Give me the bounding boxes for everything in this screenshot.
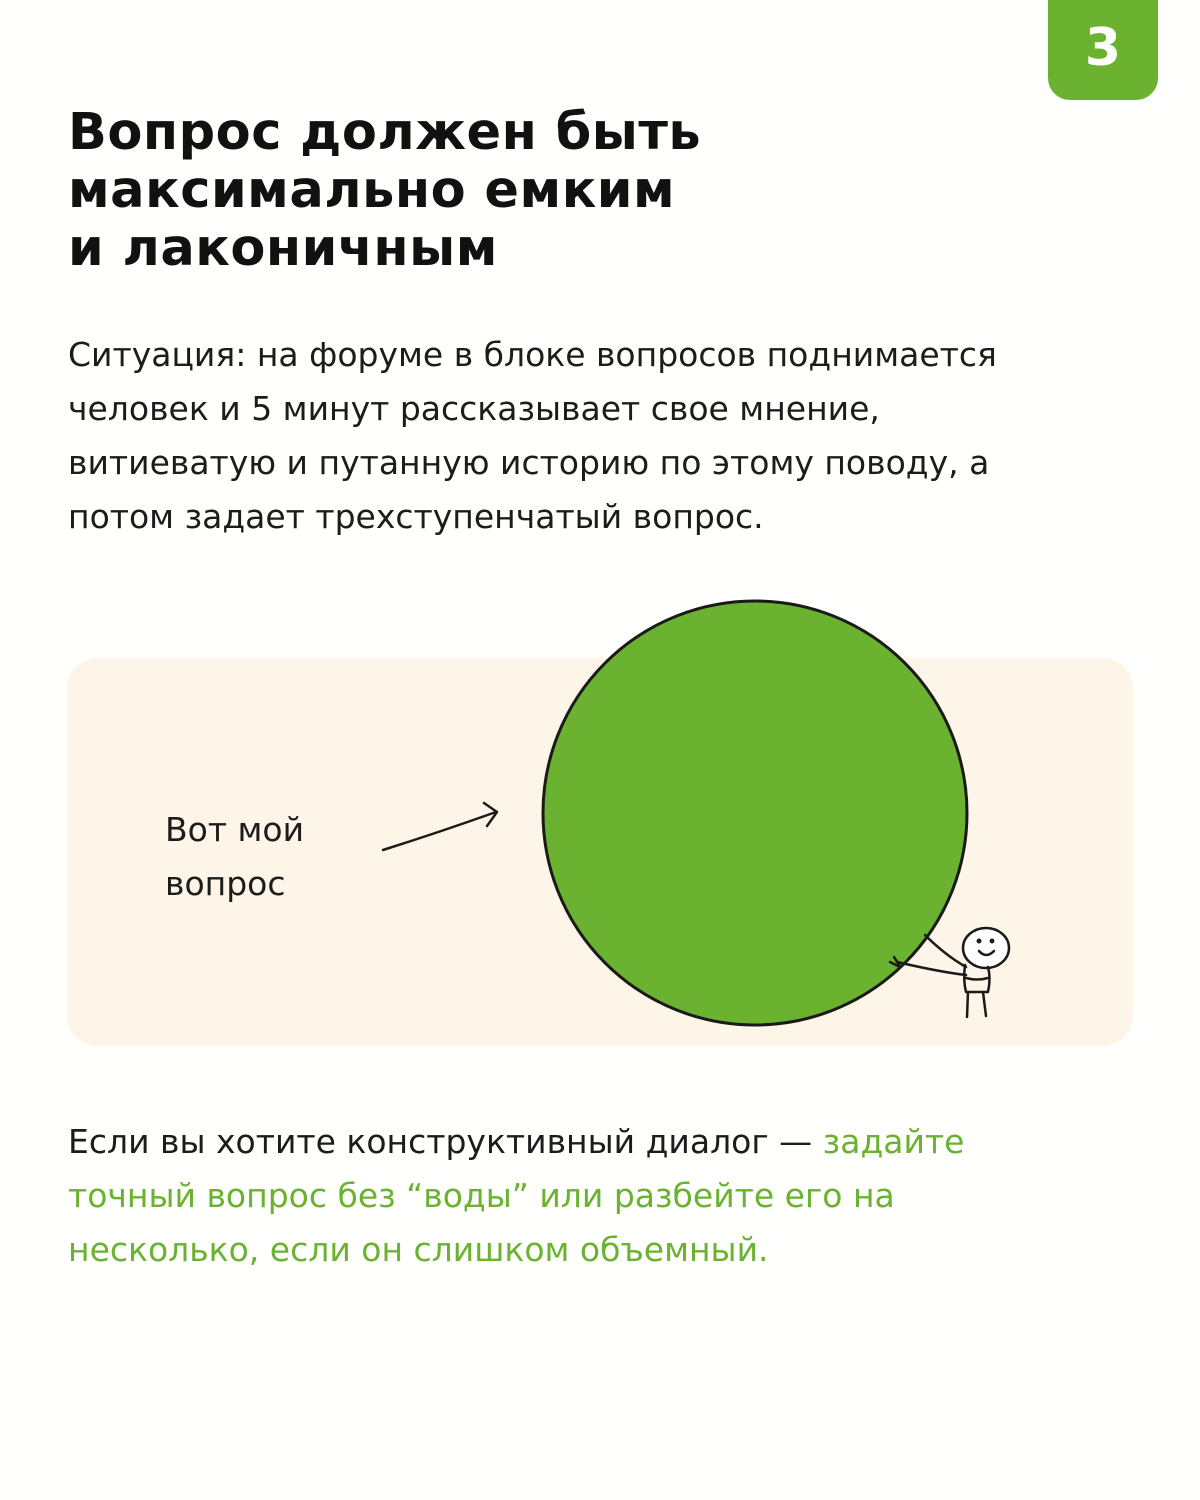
page-number: 3 [1084, 18, 1122, 78]
headline-line-2: максимально емким [68, 161, 676, 220]
caption-line-1: Вот мой [165, 810, 305, 849]
situation-line-1: Ситуация: на форуме в блоке вопросов поднимается [68, 335, 997, 374]
conclusion-line-1-accent: задайте [822, 1122, 965, 1161]
page-number-badge [1048, 0, 1158, 100]
situation-line-2: человек и 5 минут рассказывает свое мнение, [68, 389, 880, 428]
conclusion-line-1 [68, 1115, 1158, 1169]
headline-line-1: Вопрос должен быть [68, 103, 702, 162]
headline [68, 104, 968, 278]
situation-line-4: потом задает трехступенчатый вопрос. [68, 497, 764, 536]
conclusion-line-1-plain: Если вы хотите конструктивный диалог — [68, 1122, 823, 1161]
conclusion-line-3: несколько, если он слишком объемный. [68, 1230, 769, 1269]
illustration-caption [165, 803, 304, 911]
caption-line-2: вопрос [165, 864, 286, 903]
situation-line-3: витиеватую и путанную историю по этому поводу, а [68, 443, 990, 482]
conclusion-paragraph [68, 1115, 1158, 1277]
situation-paragraph [68, 328, 1158, 544]
conclusion-line-2: точный вопрос без “воды” или разбейте его на [68, 1176, 895, 1215]
headline-line-3: и лаконичным [68, 219, 498, 278]
